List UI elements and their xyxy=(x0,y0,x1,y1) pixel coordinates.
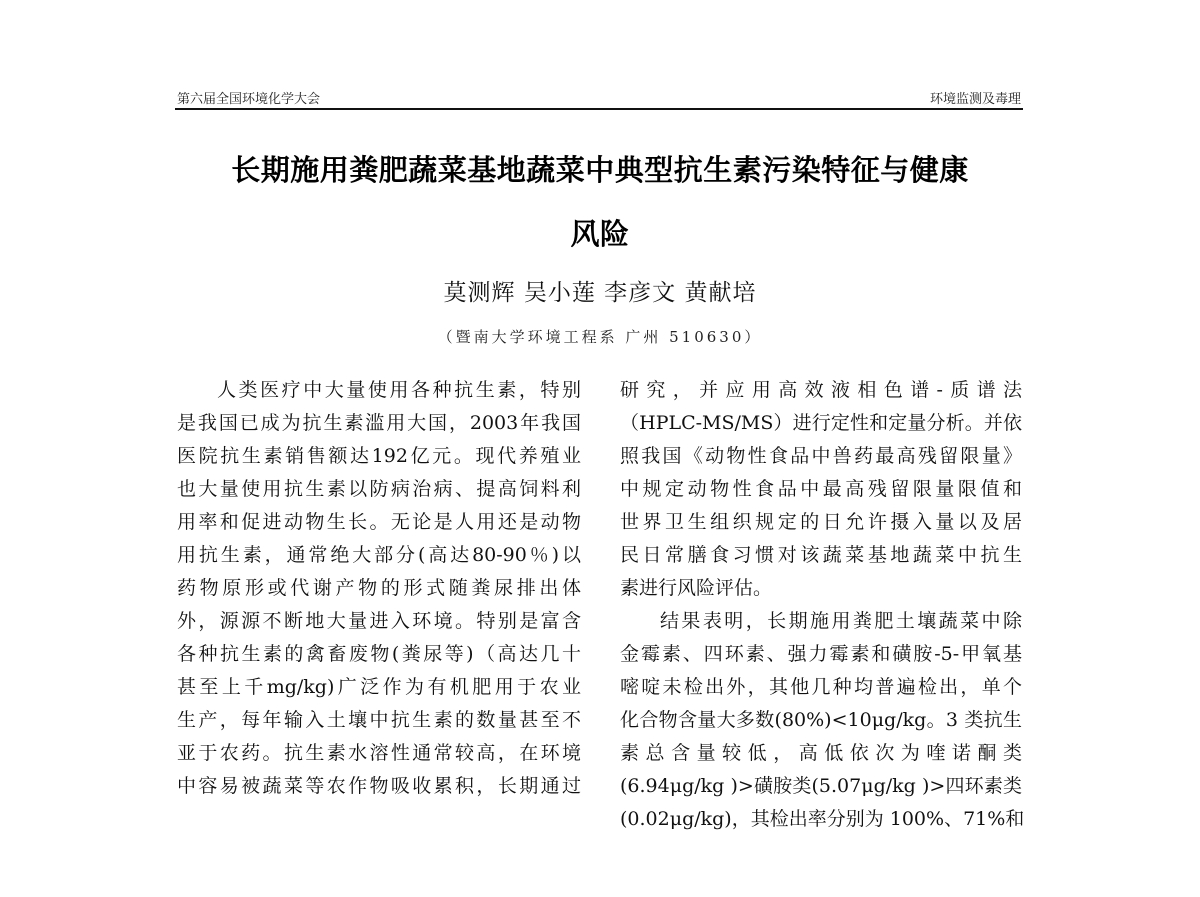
text-line: 用抗生素，通常绝大部分(高达80-90％)以 xyxy=(177,544,581,566)
text-line: 照我国《动物性食品中兽药最高残留限量》 xyxy=(620,445,1022,467)
text-line: 中规定动物性食品中最高残留限量限值和 xyxy=(620,478,1022,500)
text-line: 药物原形或代谢产物的形式随粪尿排出体 xyxy=(177,577,581,599)
text-line: 甚至上千mg/kg)广泛作为有机肥用于农业 xyxy=(177,676,581,698)
text-line: (0.02μg/kg)，其检出率分别为 100%、71%和 xyxy=(620,808,1025,830)
text-line: 世界卫生组织规定的日允许摄入量以及居 xyxy=(620,511,1022,533)
text-line: 素进行风险评估。 xyxy=(620,577,773,599)
text-line: （HPLC-MS/MS）进行定性和定量分析。并依 xyxy=(620,412,1022,434)
text-line: 民日常膳食习惯对该蔬菜基地蔬菜中抗生 xyxy=(620,544,1022,566)
affiliation: （暨南大学环境工程系 广州 510630） xyxy=(437,328,763,346)
text-line: 中容易被蔬菜等农作物吸收累积，长期通过 xyxy=(177,775,581,797)
running-header xyxy=(175,88,1023,110)
section-name: 环境监测及毒理 xyxy=(929,92,1021,107)
text-line: 医院抗生素销售额达192亿元。现代养殖业 xyxy=(177,445,581,467)
body-left-column xyxy=(177,374,581,803)
text-line: 是我国已成为抗生素滥用大国，2003年我国 xyxy=(177,412,581,434)
conference-name: 第六届全国环境化学大会 xyxy=(177,92,321,107)
text-line: 结果表明，长期施用粪肥土壤蔬菜中除 xyxy=(660,610,1022,632)
text-line: 用率和促进动物生长。无论是人用还是动物 xyxy=(177,511,581,533)
paper-title-line-1: 长期施用粪肥蔬菜基地蔬菜中典型抗生素污染特征与健康 xyxy=(231,153,969,187)
text-line: 各种抗生素的禽畜废物(粪尿等)（高达几十 xyxy=(177,643,581,665)
text-line: 金霉素、四环素、强力霉素和磺胺-5-甲氧基 xyxy=(620,643,1022,665)
paper-title-line-2: 风险 xyxy=(570,217,630,251)
text-line: 素总含量较低，高低依次为喹诺酮类 xyxy=(620,742,1022,764)
text-line: 外，源源不断地大量进入环境。特别是富含 xyxy=(177,610,581,632)
text-line: 化合物含量大多数(80%)<10μg/kg。3 类抗生 xyxy=(620,709,1022,731)
text-line: 人类医疗中大量使用各种抗生素，特别 xyxy=(217,379,581,401)
text-line: 亚于农药。抗生素水溶性通常较高，在环境 xyxy=(177,742,581,764)
text-line: (6.94μg/kg )>磺胺类(5.07μg/kg )>四环素类 xyxy=(620,775,1022,797)
text-line: 也大量使用抗生素以防病治病、提高饲料利 xyxy=(177,478,581,500)
text-line: 生产，每年输入土壤中抗生素的数量甚至不 xyxy=(177,709,581,731)
author-list: 莫测辉 吴小莲 李彦文 黄献培 xyxy=(443,280,757,306)
text-line: 研究，并应用高效液相色谱-质谱法 xyxy=(620,379,1022,401)
body-right-column xyxy=(620,374,1025,836)
text-line: 嘧啶未检出外，其他几种均普遍检出，单个 xyxy=(620,676,1022,698)
